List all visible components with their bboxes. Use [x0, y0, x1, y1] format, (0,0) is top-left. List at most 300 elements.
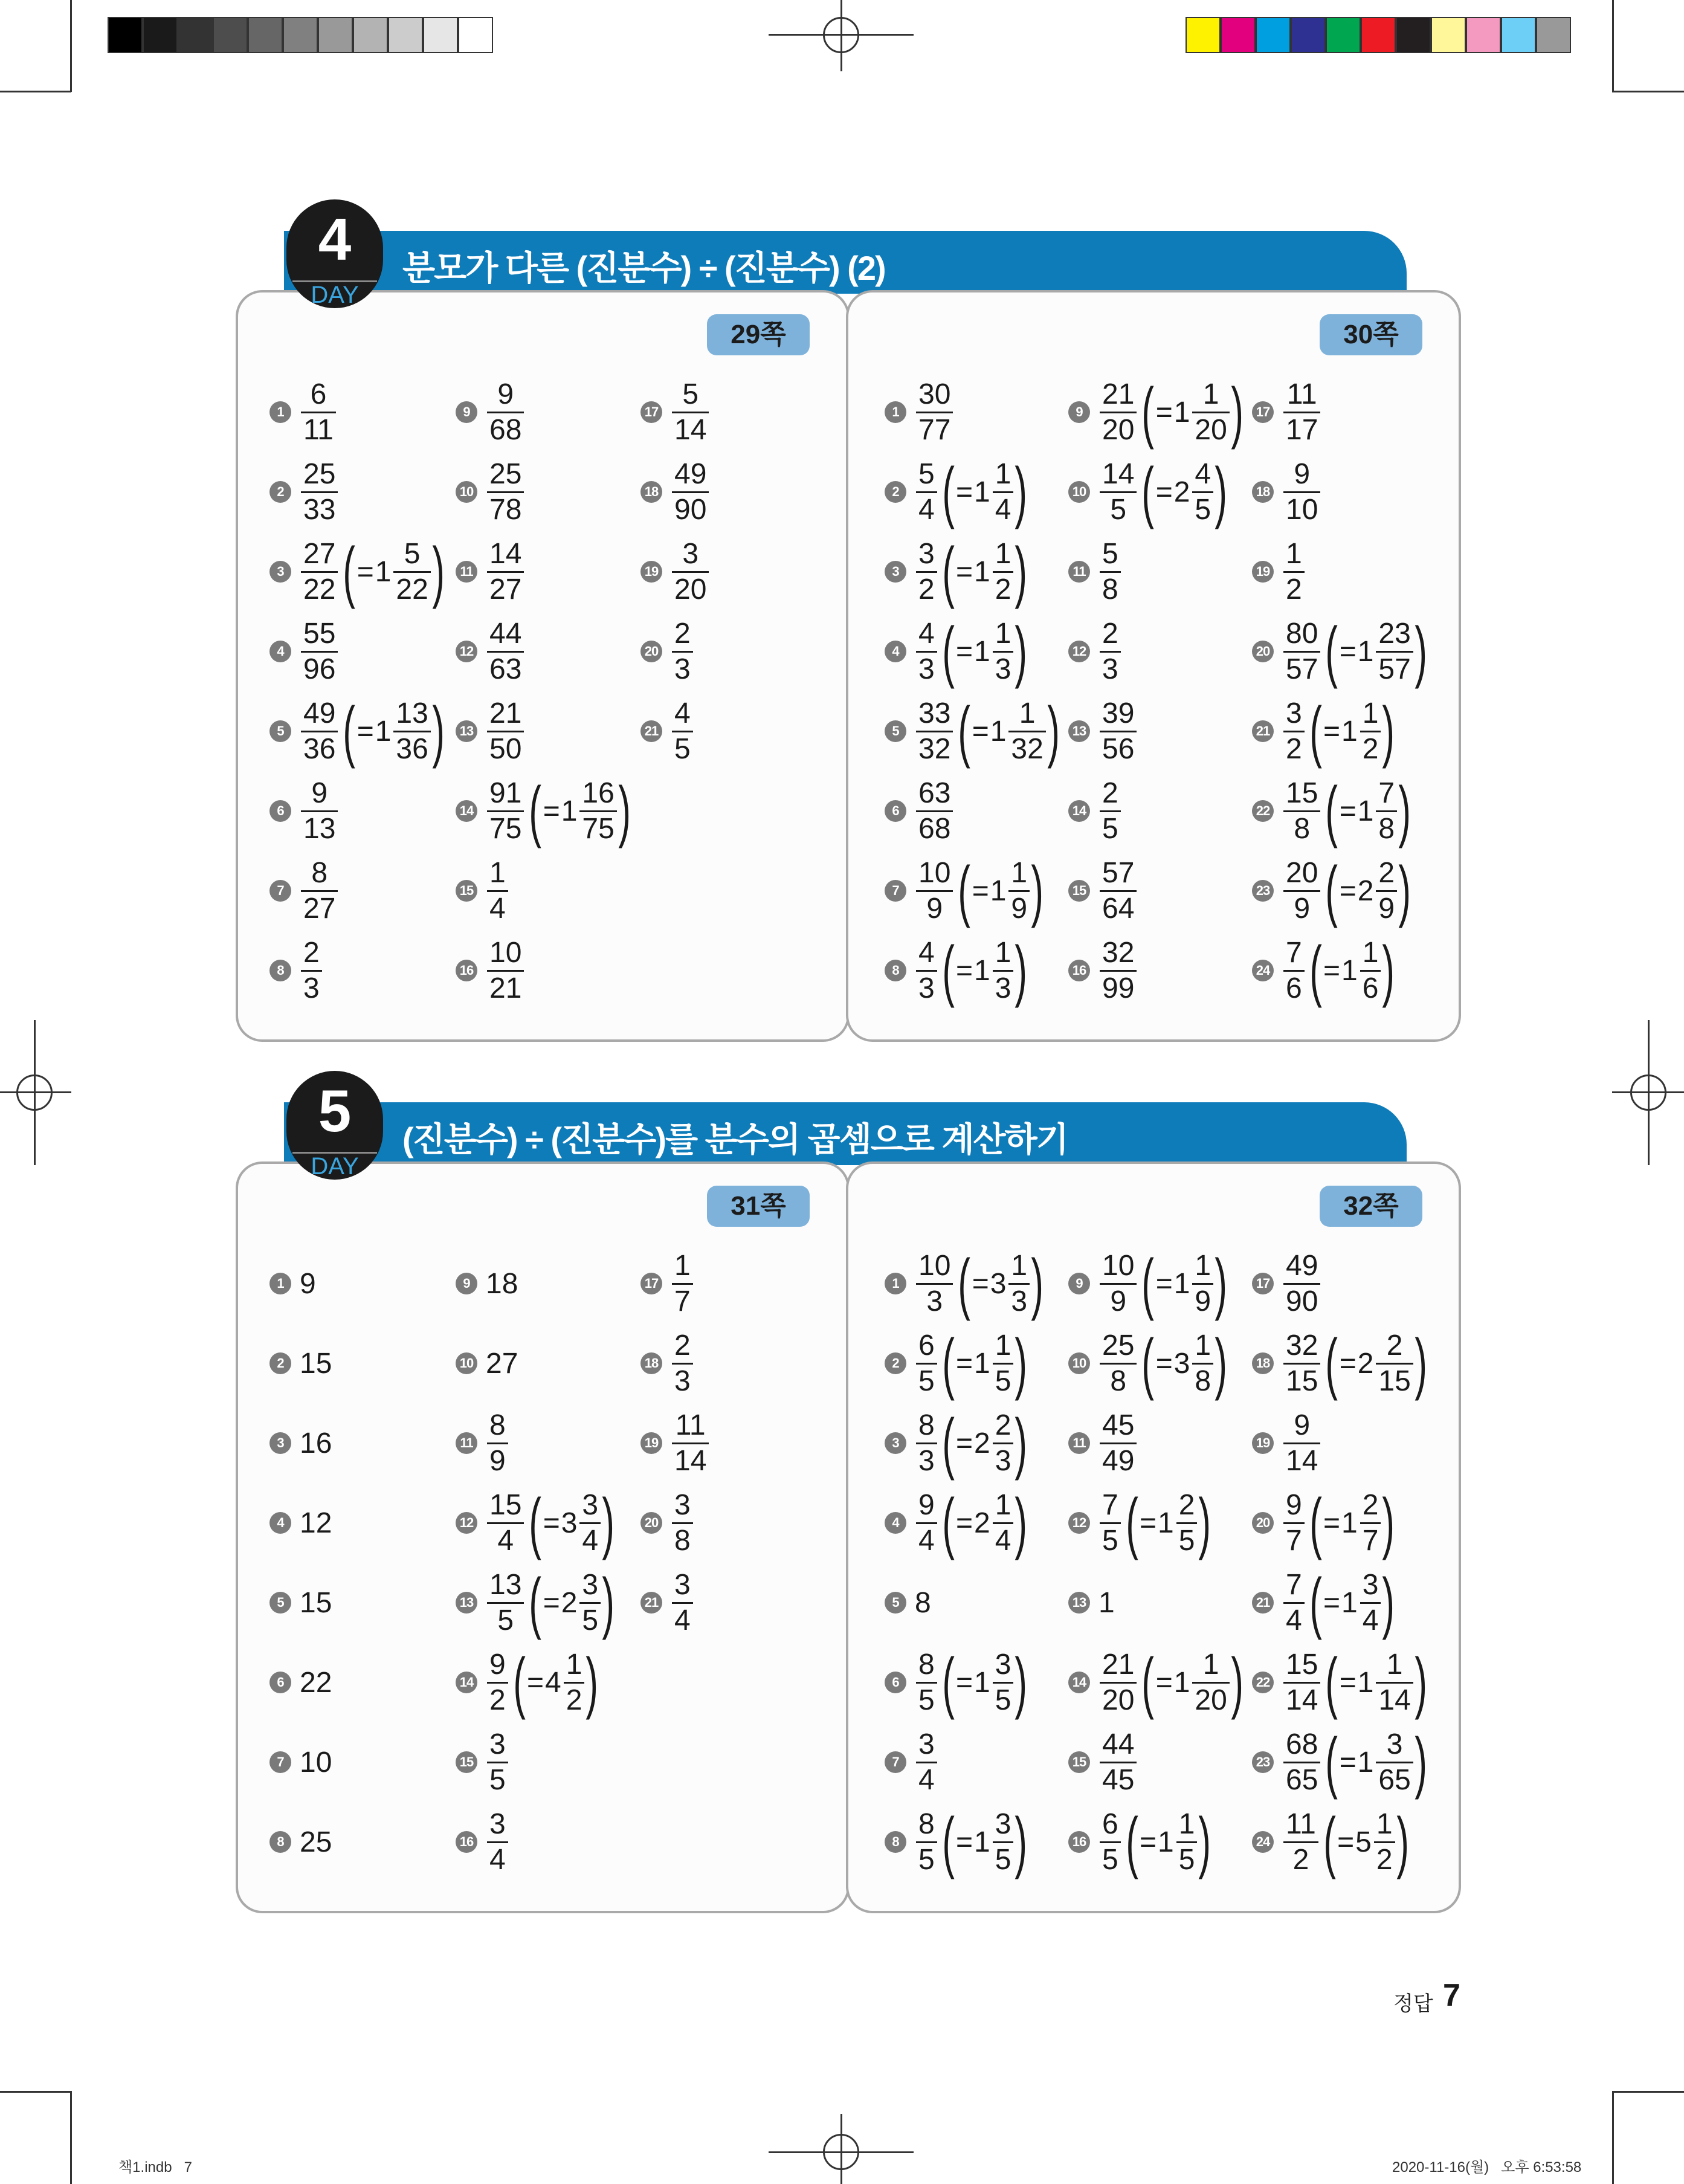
answer-number: 16 [1068, 960, 1090, 981]
numerator: 1 [1178, 1808, 1195, 1840]
numerator: 68 [1286, 1728, 1318, 1760]
numerator: 2 [1386, 1329, 1403, 1362]
denominator: 56 [1100, 731, 1137, 765]
answer-item [269, 937, 323, 1004]
answer-value: 1 [1098, 1586, 1115, 1619]
answer-item [885, 534, 1028, 609]
whole-part: 2 [561, 1586, 578, 1619]
numerator: 5 [1102, 537, 1118, 570]
whole-part: 1 [974, 1347, 990, 1380]
equals-sign: = [1339, 874, 1357, 907]
numerator: 2 [1178, 1488, 1195, 1521]
answer-item [885, 932, 1028, 1008]
mixed-number [1309, 1565, 1395, 1640]
mixed-number [942, 534, 1028, 609]
answer-item [1068, 777, 1122, 845]
answer-number: 8 [885, 1831, 906, 1853]
fraction [1376, 618, 1413, 685]
answer-number: 17 [640, 401, 662, 423]
denominator: 7 [1283, 1522, 1305, 1557]
denominator: 7 [672, 1283, 693, 1317]
whole-part: 1 [1173, 396, 1190, 428]
numerator: 32 [1102, 936, 1135, 969]
answer-item [1252, 1804, 1409, 1879]
denominator: 8 [1192, 1363, 1213, 1397]
paren-right: ) [1015, 1644, 1028, 1720]
answer-item [885, 693, 1060, 769]
paren-right: ) [1047, 693, 1060, 769]
numerator: 2 [1102, 617, 1118, 650]
mixed-number [942, 1485, 1028, 1560]
fraction [487, 538, 524, 606]
paren-left: ( [942, 932, 955, 1008]
denominator: 75 [487, 810, 524, 845]
fraction [1283, 1809, 1318, 1876]
answer-item [640, 1569, 694, 1636]
denominator: 5 [1100, 1841, 1121, 1876]
answer-item [456, 1808, 509, 1876]
fraction [487, 618, 524, 685]
numerator: 10 [918, 856, 951, 889]
registration-target [823, 2134, 859, 2170]
fraction [672, 1569, 693, 1636]
answer-item [1068, 1409, 1138, 1477]
answer-number: 19 [640, 1432, 662, 1454]
answer-item [1252, 1565, 1395, 1640]
color-swatch [388, 17, 423, 53]
denominator: 4 [487, 1841, 508, 1876]
day-number: 4 [318, 206, 352, 273]
denominator: 3 [672, 1363, 693, 1397]
mixed-number [1126, 1485, 1211, 1560]
fraction [1100, 538, 1121, 606]
answer-number: 8 [269, 1831, 291, 1853]
mixed-number [942, 454, 1028, 529]
color-swatch [108, 17, 143, 53]
denominator: 3 [916, 1443, 937, 1477]
paren-right: ) [1215, 454, 1228, 529]
paren-right: ) [1198, 1485, 1211, 1560]
answer-number: 22 [1252, 1672, 1274, 1693]
denominator: 33 [301, 491, 338, 526]
fraction [916, 538, 937, 606]
answer-number: 14 [1068, 800, 1090, 822]
crop-mark [0, 2091, 71, 2093]
page-badge: 31쪽 [707, 1186, 810, 1227]
answer-number: 12 [1068, 1512, 1090, 1534]
fraction [1100, 1250, 1137, 1317]
answer-value: 25 [300, 1826, 332, 1858]
numerator: 23 [1378, 617, 1411, 650]
answer-item [1068, 1728, 1138, 1796]
answer-value: 22 [300, 1666, 332, 1699]
numerator: 4 [1195, 457, 1211, 490]
mixed-number [958, 1245, 1044, 1321]
numerator: 8 [311, 856, 328, 889]
denominator: 5 [1192, 491, 1213, 526]
fraction [1100, 459, 1137, 526]
fraction [487, 1809, 508, 1876]
numerator: 10 [1102, 1249, 1135, 1282]
fraction [487, 1410, 508, 1477]
paren-right: ) [618, 773, 631, 848]
answer-number: 4 [269, 641, 291, 662]
paren-left: ( [942, 454, 955, 529]
paren-left: ( [1309, 1485, 1322, 1560]
answer-item [1068, 697, 1138, 765]
mixed-number [529, 1485, 615, 1560]
fraction [1283, 1410, 1320, 1477]
answer-number: 16 [1068, 1831, 1090, 1853]
answer-number: 9 [456, 1273, 477, 1294]
paren-right: ) [1015, 932, 1028, 1008]
answer-item [1068, 538, 1122, 606]
fraction [301, 459, 338, 526]
numerator: 1 [995, 617, 1011, 650]
answer-number: 10 [1068, 481, 1090, 503]
paren-left: ( [529, 773, 542, 848]
fraction [301, 778, 338, 845]
color-swatch [283, 17, 318, 53]
answer-number: 24 [1252, 1831, 1274, 1853]
denominator: 64 [1100, 890, 1137, 925]
denominator: 10 [1283, 491, 1320, 526]
fraction [672, 379, 709, 446]
mixed-number [343, 534, 445, 609]
answer-number: 2 [269, 481, 291, 503]
fraction [993, 1809, 1014, 1876]
denominator: 4 [487, 1522, 524, 1557]
answer-item [269, 534, 445, 609]
fraction [301, 937, 322, 1004]
denominator: 7 [1360, 1522, 1381, 1557]
answer-number: 20 [640, 1512, 662, 1534]
numerator: 21 [1102, 1648, 1135, 1681]
answer-number: 2 [885, 481, 906, 503]
paren-right: ) [1396, 1804, 1409, 1879]
numerator: 3 [674, 1488, 691, 1521]
answer-number: 16 [456, 960, 477, 981]
numerator: 6 [1102, 1808, 1118, 1840]
fraction [564, 1649, 585, 1716]
fraction [1374, 1809, 1395, 1876]
color-swatch [458, 17, 493, 53]
answer-number: 17 [640, 1273, 662, 1294]
answer-item [456, 1409, 509, 1477]
numerator: 44 [1102, 1728, 1135, 1760]
paren-right: ) [1015, 1804, 1028, 1879]
denominator: 36 [301, 731, 338, 765]
denominator: 5 [993, 1682, 1014, 1716]
answer-number: 12 [456, 641, 477, 662]
denominator: 14 [672, 1443, 709, 1477]
numerator: 14 [1102, 457, 1135, 490]
whole-part: 1 [1158, 1507, 1174, 1539]
answer-item [456, 618, 525, 685]
equals-sign: = [356, 555, 374, 588]
color-swatch [1256, 17, 1291, 53]
fraction [487, 379, 524, 446]
denominator: 22 [301, 571, 338, 606]
denominator: 5 [993, 1841, 1014, 1876]
numerator: 45 [1102, 1409, 1135, 1441]
answer-item [640, 458, 710, 526]
numerator: 1 [1386, 1648, 1403, 1681]
denominator: 2 [1283, 1841, 1318, 1876]
equals-sign: = [956, 1826, 973, 1858]
denominator: 14 [672, 412, 709, 446]
numerator: 13 [489, 1568, 522, 1601]
paren-left: ( [942, 1405, 955, 1481]
fraction [672, 538, 709, 606]
denominator: 2 [1360, 731, 1381, 765]
answer-number: 3 [885, 1432, 906, 1454]
color-swatch [1466, 17, 1501, 53]
numerator: 4 [918, 936, 935, 969]
equals-sign: = [1140, 1826, 1157, 1858]
denominator: 11 [301, 412, 336, 446]
denominator: 5 [1176, 1841, 1198, 1876]
denominator: 4 [579, 1522, 601, 1557]
fraction [487, 1649, 508, 1716]
fraction [672, 618, 693, 685]
paren-right: ) [1382, 693, 1395, 769]
equals-sign: = [1155, 476, 1173, 508]
numerator: 15 [1286, 777, 1318, 809]
answer-number: 20 [1252, 1512, 1274, 1534]
numerator: 2 [1102, 777, 1118, 809]
denominator: 5 [916, 1363, 937, 1397]
numerator: 21 [1102, 378, 1135, 410]
numerator: 63 [918, 777, 951, 809]
numerator: 10 [918, 1249, 951, 1282]
paren-right: ) [1415, 613, 1427, 689]
answer-number: 7 [269, 880, 291, 902]
fraction [301, 618, 338, 685]
fraction [1283, 1569, 1305, 1636]
denominator: 3 [301, 970, 322, 1004]
answer-item [640, 1489, 694, 1557]
whole-part: 2 [974, 1427, 990, 1459]
answer-item [885, 1245, 1044, 1321]
answer-item [269, 1649, 332, 1716]
registration-target [823, 17, 859, 53]
denominator: 32 [1008, 731, 1045, 765]
denominator: 57 [1283, 651, 1320, 685]
paren-left: ( [1325, 613, 1338, 689]
numerator: 1 [1011, 856, 1028, 889]
denominator: 65 [1283, 1762, 1320, 1796]
denominator: 20 [1100, 412, 1137, 446]
whole-part: 1 [1357, 635, 1374, 668]
answer-item [269, 1409, 332, 1477]
fraction [487, 1569, 524, 1636]
answer-number: 6 [269, 1672, 291, 1693]
crop-mark [1612, 91, 1684, 92]
paren-left: ( [942, 613, 955, 689]
whole-part: 3 [990, 1267, 1007, 1300]
denominator: 9 [1283, 890, 1320, 925]
answer-item [269, 378, 337, 446]
fraction [1192, 379, 1229, 446]
fraction [1100, 1809, 1121, 1876]
answer-number: 9 [456, 401, 477, 423]
denominator: 4 [993, 1522, 1014, 1557]
numerator: 91 [489, 777, 522, 809]
denominator: 3 [1100, 651, 1121, 685]
denominator: 32 [916, 731, 953, 765]
denominator: 3 [672, 651, 693, 685]
fraction [1283, 538, 1305, 606]
answer-item [269, 1489, 332, 1557]
denominator: 5 [993, 1363, 1014, 1397]
answer-number: 21 [1252, 720, 1274, 742]
paren-left: ( [1323, 1804, 1336, 1879]
fraction [916, 1649, 937, 1716]
numerator: 3 [489, 1728, 506, 1760]
mixed-number [1323, 1804, 1409, 1879]
answer-number: 1 [269, 1273, 291, 1294]
denominator: 8 [1100, 571, 1121, 606]
answer-item [640, 1409, 710, 1477]
numerator: 1 [1011, 1249, 1028, 1282]
equals-sign: = [956, 954, 973, 987]
fraction [916, 1250, 953, 1317]
fraction [916, 937, 937, 1004]
denominator: 96 [301, 651, 338, 685]
paren-left: ( [958, 853, 971, 928]
denominator: 2 [487, 1682, 508, 1716]
numerator: 55 [303, 617, 336, 650]
mixed-number [1309, 693, 1395, 769]
denominator: 2 [1283, 731, 1305, 765]
denominator: 4 [672, 1602, 693, 1636]
denominator: 99 [1100, 970, 1137, 1004]
denominator: 21 [487, 970, 524, 1004]
answer-item [885, 1804, 1028, 1879]
answer-number: 4 [885, 641, 906, 662]
numerator: 9 [1294, 457, 1311, 490]
fraction [1283, 618, 1320, 685]
denominator: 63 [487, 651, 524, 685]
denominator: 20 [1192, 412, 1229, 446]
fraction [993, 1490, 1014, 1557]
answer-number: 15 [456, 880, 477, 902]
color-swatch [178, 17, 213, 53]
fraction [993, 459, 1014, 526]
whole-part: 1 [990, 874, 1007, 907]
denominator: 9 [916, 890, 953, 925]
fraction [916, 459, 937, 526]
equals-sign: = [356, 715, 374, 748]
whole-part: 1 [1158, 1826, 1174, 1858]
answer-item [885, 853, 1044, 928]
answer-number: 23 [1252, 880, 1274, 902]
numerator: 1 [489, 856, 506, 889]
fraction [672, 459, 709, 526]
numerator: 1 [1376, 1808, 1393, 1840]
denominator: 2 [1374, 1841, 1395, 1876]
fraction [1360, 1569, 1381, 1636]
paren-right: ) [1015, 1325, 1028, 1401]
answer-item [1068, 454, 1228, 529]
numerator: 25 [303, 457, 336, 490]
mixed-number [1309, 932, 1395, 1008]
paren-right: ) [1415, 1644, 1427, 1720]
answer-number: 18 [1252, 481, 1274, 503]
fraction [1192, 1649, 1229, 1716]
equals-sign: = [1323, 1507, 1341, 1539]
answer-number: 18 [1252, 1352, 1274, 1374]
fraction [579, 778, 616, 845]
mixed-number [529, 773, 631, 848]
fraction [1283, 1330, 1320, 1397]
denominator: 78 [487, 491, 524, 526]
answer-item [640, 618, 694, 685]
color-swatch [248, 17, 283, 53]
fraction [1360, 698, 1381, 765]
numerator: 11 [1286, 1808, 1316, 1840]
whole-part: 3 [561, 1507, 578, 1539]
denominator: 9 [1376, 890, 1397, 925]
answer-number: 13 [456, 720, 477, 742]
fraction [301, 379, 336, 446]
answer-number: 15 [1068, 880, 1090, 902]
color-swatch [1326, 17, 1361, 53]
mixed-number [1325, 1644, 1427, 1720]
fraction [1376, 858, 1397, 925]
gray-calibration-bar [108, 17, 493, 53]
answer-number: 8 [885, 960, 906, 981]
answer-item [456, 697, 525, 765]
color-swatch [318, 17, 353, 53]
answer-item [269, 693, 445, 769]
fraction [993, 1330, 1014, 1397]
paren-left: ( [958, 1245, 971, 1321]
mixed-number [1325, 853, 1411, 928]
answer-item [640, 697, 694, 765]
denominator: 5 [1100, 1522, 1121, 1557]
answer-item [269, 1250, 316, 1317]
denominator: 4 [916, 1762, 937, 1796]
page-badge: 29쪽 [707, 314, 810, 355]
fraction [1192, 1330, 1213, 1397]
answer-item [1068, 937, 1138, 1004]
equals-sign: = [1155, 1666, 1173, 1699]
answer-number: 9 [1068, 401, 1090, 423]
fraction [1100, 1729, 1137, 1796]
mixed-number [1141, 374, 1244, 450]
numerator: 8 [918, 1808, 935, 1840]
numerator: 4 [674, 697, 691, 729]
answer-item [269, 777, 339, 845]
fraction [916, 858, 953, 925]
fraction [1283, 698, 1305, 765]
section-title: 분모가 다른 (진분수) ÷ (진분수) (2) [402, 249, 885, 287]
fraction [993, 937, 1014, 1004]
denominator: 65 [1376, 1762, 1413, 1796]
fraction [1283, 937, 1305, 1004]
denominator: 3 [993, 970, 1014, 1004]
numerator: 3 [1362, 1568, 1379, 1601]
numerator: 1 [1202, 1648, 1219, 1681]
answer-number: 13 [1068, 720, 1090, 742]
whole-part: 1 [1357, 1666, 1374, 1699]
equals-sign: = [543, 1586, 560, 1619]
fraction [1192, 459, 1213, 526]
whole-part: 3 [1173, 1347, 1190, 1380]
registration-target [1630, 1074, 1666, 1111]
